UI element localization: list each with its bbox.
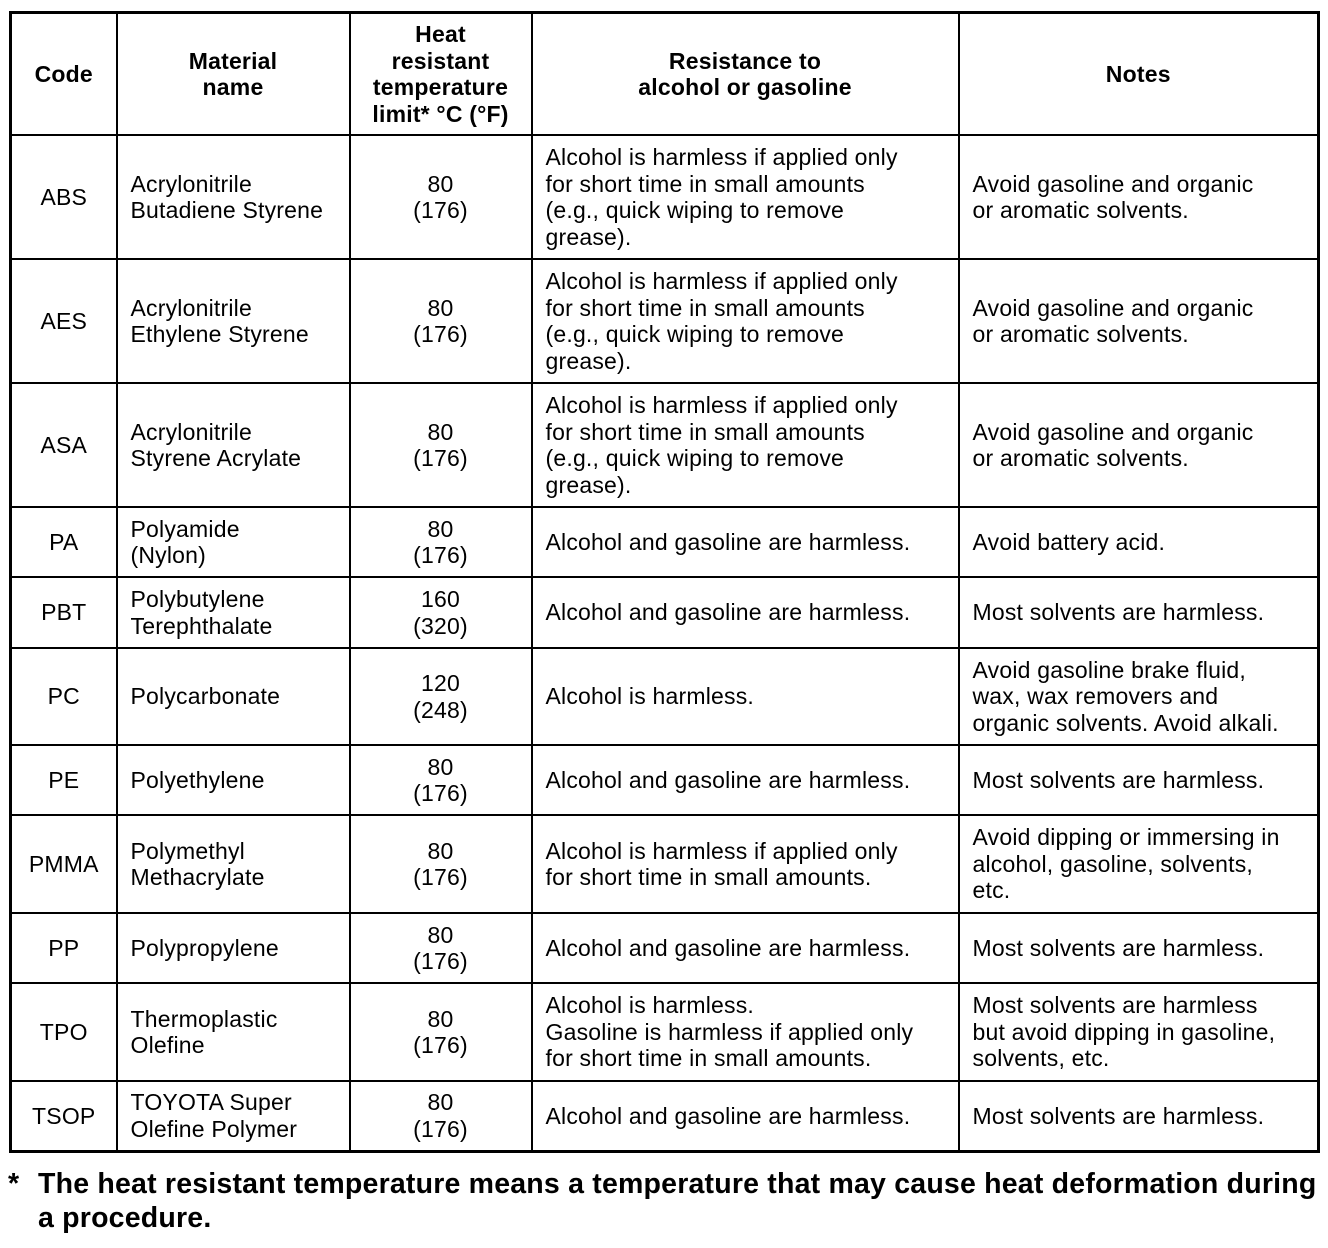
cell-material-name-line: Polyethylene [130,766,265,793]
cell-material-name [117,648,350,745]
cell-material-name [117,259,350,383]
cell-resistance-line: Alcohol and gasoline are harmless. [545,766,911,793]
cell-resistance-line: grease). [545,223,632,250]
cell-heat-limit-line: (176) [413,197,468,223]
header-row [11,13,1319,136]
cell-notes-line: or aromatic solvents. [972,321,1189,347]
cell-resistance [532,383,959,507]
cell-resistance-line: Alcohol is harmless if applied only [545,837,898,864]
header-heat-line: resistant [391,47,490,74]
header-material-line: Material [188,47,278,74]
cell-material-name-line: Acrylonitrile [130,418,252,445]
cell-notes-line: but avoid dipping in gasoline, [972,1018,1276,1045]
cell-resistance [532,507,959,577]
cell-resistance-line: grease). [545,471,632,498]
header-resistance [532,13,959,136]
cell-heat-limit-line: 80 [427,1089,454,1116]
cell-resistance [532,1081,959,1151]
cell-heat-limit-line: 80 [427,1005,454,1032]
table-row [11,913,1319,983]
cell-notes-line: alcohol, gasoline, solvents, [972,850,1253,877]
cell-resistance-line: Alcohol and gasoline are harmless. [545,1102,911,1129]
cell-material-name [117,135,350,259]
cell-notes-line: Most solvents are harmless. [972,599,1265,626]
header-heat-line: temperature [372,74,509,100]
cell-heat-limit [350,1081,532,1151]
cell-heat-limit-line: (176) [413,864,468,890]
cell-material-name-line: Polybutylene [130,586,265,612]
cell-heat-limit-line: 80 [427,515,454,542]
cell-heat-limit-line: (320) [413,612,468,639]
cell-material-name-line: Methacrylate [130,864,265,890]
cell-resistance-line: Alcohol is harmless. [545,683,755,710]
header-code [11,13,117,136]
cell-heat-limit-line: 80 [427,170,454,197]
header-notes-line: Notes [1105,60,1171,87]
cell-resistance-line: (e.g., quick wiping to remove [545,445,845,471]
cell-resistance [532,983,959,1081]
cell-code: AES [11,259,117,383]
cell-heat-limit [350,745,532,815]
table-row [11,815,1319,913]
cell-code: TPO [11,983,117,1081]
cell-heat-limit-line: (176) [413,321,468,347]
cell-resistance [532,135,959,259]
cell-notes [959,745,1319,815]
cell-notes-line: or aromatic solvents. [972,445,1189,471]
cell-resistance-line: Alcohol and gasoline are harmless. [545,528,911,555]
cell-heat-limit-line: 80 [427,418,454,445]
table-body [11,135,1319,1151]
table-row [11,745,1319,815]
cell-resistance-line: (e.g., quick wiping to remove [545,321,845,347]
cell-notes-line: Avoid gasoline and organic [972,418,1254,445]
cell-material-name-line: Acrylonitrile [130,170,252,197]
cell-heat-limit [350,577,532,648]
cell-code: PE [11,745,117,815]
cell-notes-line: Avoid gasoline and organic [972,294,1254,321]
footnote-text: The heat resistant temperature means a temperature that may cause heat deformation during a procedure. [38,1168,1317,1234]
cell-material-name-line: Polypropylene [130,934,279,961]
cell-notes [959,577,1319,648]
footnote-asterisk: * [8,1168,20,1200]
cell-resistance-line: Alcohol is harmless if applied only [545,392,898,418]
cell-notes-line: Most solvents are harmless. [972,766,1265,793]
cell-material-name [117,577,350,648]
cell-resistance [532,913,959,983]
cell-notes-line: Most solvents are harmless. [972,934,1265,961]
cell-heat-limit-line: (176) [413,780,468,806]
cell-resistance-line: Gasoline is harmless if applied only [545,1018,914,1045]
cell-notes-line: Avoid battery acid. [972,528,1166,555]
header-heat-limit [350,13,532,136]
table-row [11,383,1319,507]
cell-notes [959,507,1319,577]
table-row [11,1081,1319,1151]
cell-notes [959,983,1319,1081]
cell-notes-line: or aromatic solvents. [972,197,1189,223]
header-material-name [117,13,350,136]
materials-table [9,11,1320,1153]
cell-notes [959,913,1319,983]
cell-notes-line: Avoid gasoline brake fluid, [972,656,1246,683]
cell-resistance-line: Alcohol is harmless. [545,992,755,1019]
cell-heat-limit-line: (176) [413,948,468,974]
cell-material-name [117,815,350,913]
cell-material-name-line: Acrylonitrile [130,294,252,321]
cell-material-name [117,383,350,507]
cell-material-name-line: (Nylon) [130,542,207,568]
cell-notes-line: wax, wax removers and [972,683,1219,710]
cell-resistance-line: (e.g., quick wiping to remove [545,197,845,223]
cell-material-name [117,913,350,983]
table-row [11,507,1319,577]
cell-notes-line: Avoid dipping or immersing in [972,824,1280,851]
cell-resistance [532,648,959,745]
cell-notes [959,383,1319,507]
cell-material-name [117,507,350,577]
table-row [11,135,1319,259]
cell-heat-limit [350,507,532,577]
cell-material-name [117,1081,350,1151]
cell-material-name-line: Butadiene Styrene [130,197,324,223]
cell-resistance-line: for short time in small amounts [545,418,865,445]
cell-heat-limit [350,815,532,913]
cell-heat-limit [350,648,532,745]
cell-material-name-line: Polyamide [130,515,240,542]
cell-heat-limit [350,259,532,383]
cell-resistance-line: Alcohol is harmless if applied only [545,268,898,294]
cell-heat-limit-line: 80 [427,837,454,864]
footnote [8,1167,1320,1235]
cell-heat-limit-line: 160 [421,586,460,612]
cell-resistance [532,815,959,913]
cell-heat-limit-line: (176) [413,542,468,568]
cell-material-name [117,983,350,1081]
cell-resistance [532,259,959,383]
header-heat-line: Heat [415,21,466,47]
header-resistance-line: alcohol or gasoline [638,74,852,100]
cell-code: PA [11,507,117,577]
cell-code: ASA [11,383,117,507]
cell-material-name-line: Polycarbonate [130,683,281,710]
table-row [11,983,1319,1081]
cell-material-name-line: Olefine [130,1032,205,1058]
cell-heat-limit [350,913,532,983]
cell-material-name-line: Polymethyl [130,837,245,864]
cell-heat-limit [350,383,532,507]
cell-code: PMMA [11,815,117,913]
cell-notes-line: Most solvents are harmless. [972,1102,1265,1129]
header-notes [959,13,1319,136]
cell-resistance-line: Alcohol is harmless if applied only [545,144,898,170]
cell-resistance [532,577,959,648]
cell-notes [959,1081,1319,1151]
cell-heat-limit [350,135,532,259]
cell-resistance [532,745,959,815]
cell-resistance-line: grease). [545,347,632,374]
header-material-line: name [202,74,264,100]
cell-notes [959,259,1319,383]
cell-heat-limit [350,983,532,1081]
header-code-line: Code [34,60,93,87]
cell-resistance-line: for short time in small amounts [545,170,865,197]
cell-notes [959,648,1319,745]
cell-notes-line: etc. [972,877,1011,904]
cell-heat-limit-line: (176) [413,445,468,471]
cell-material-name-line: Ethylene Styrene [130,321,309,347]
cell-heat-limit-line: 80 [427,921,454,948]
header-resistance-line: Resistance to [668,47,822,74]
cell-material-name-line: Thermoplastic [130,1005,278,1032]
cell-resistance-line: for short time in small amounts. [545,864,872,890]
cell-notes-line: solvents, etc. [972,1045,1110,1072]
cell-notes [959,815,1319,913]
cell-heat-limit-line: (248) [413,696,468,723]
cell-material-name-line: Olefine Polymer [130,1115,298,1142]
cell-heat-limit-line: 80 [427,753,454,780]
cell-material-name [117,745,350,815]
cell-resistance-line: for short time in small amounts. [545,1045,872,1072]
cell-notes-line: Avoid gasoline and organic [972,170,1254,197]
cell-resistance-line: Alcohol and gasoline are harmless. [545,599,911,626]
cell-code: PC [11,648,117,745]
cell-code: ABS [11,135,117,259]
cell-notes-line: organic solvents. Avoid alkali. [972,709,1279,736]
table-row [11,259,1319,383]
cell-heat-limit-line: 80 [427,294,454,321]
cell-heat-limit-line: (176) [413,1032,468,1058]
cell-material-name-line: TOYOTA Super [130,1089,292,1116]
cell-resistance-line: for short time in small amounts [545,294,865,321]
cell-code: PBT [11,577,117,648]
cell-code: TSOP [11,1081,117,1151]
header-heat-line: limit* °C (°F) [372,100,509,127]
cell-code: PP [11,913,117,983]
cell-heat-limit-line: (176) [413,1115,468,1142]
table-row [11,648,1319,745]
cell-notes [959,135,1319,259]
cell-resistance-line: Alcohol and gasoline are harmless. [545,934,911,961]
cell-notes-line: Most solvents are harmless [972,992,1258,1019]
cell-heat-limit-line: 120 [421,670,460,696]
cell-material-name-line: Terephthalate [130,612,273,639]
cell-material-name-line: Styrene Acrylate [130,445,302,471]
table-row [11,577,1319,648]
